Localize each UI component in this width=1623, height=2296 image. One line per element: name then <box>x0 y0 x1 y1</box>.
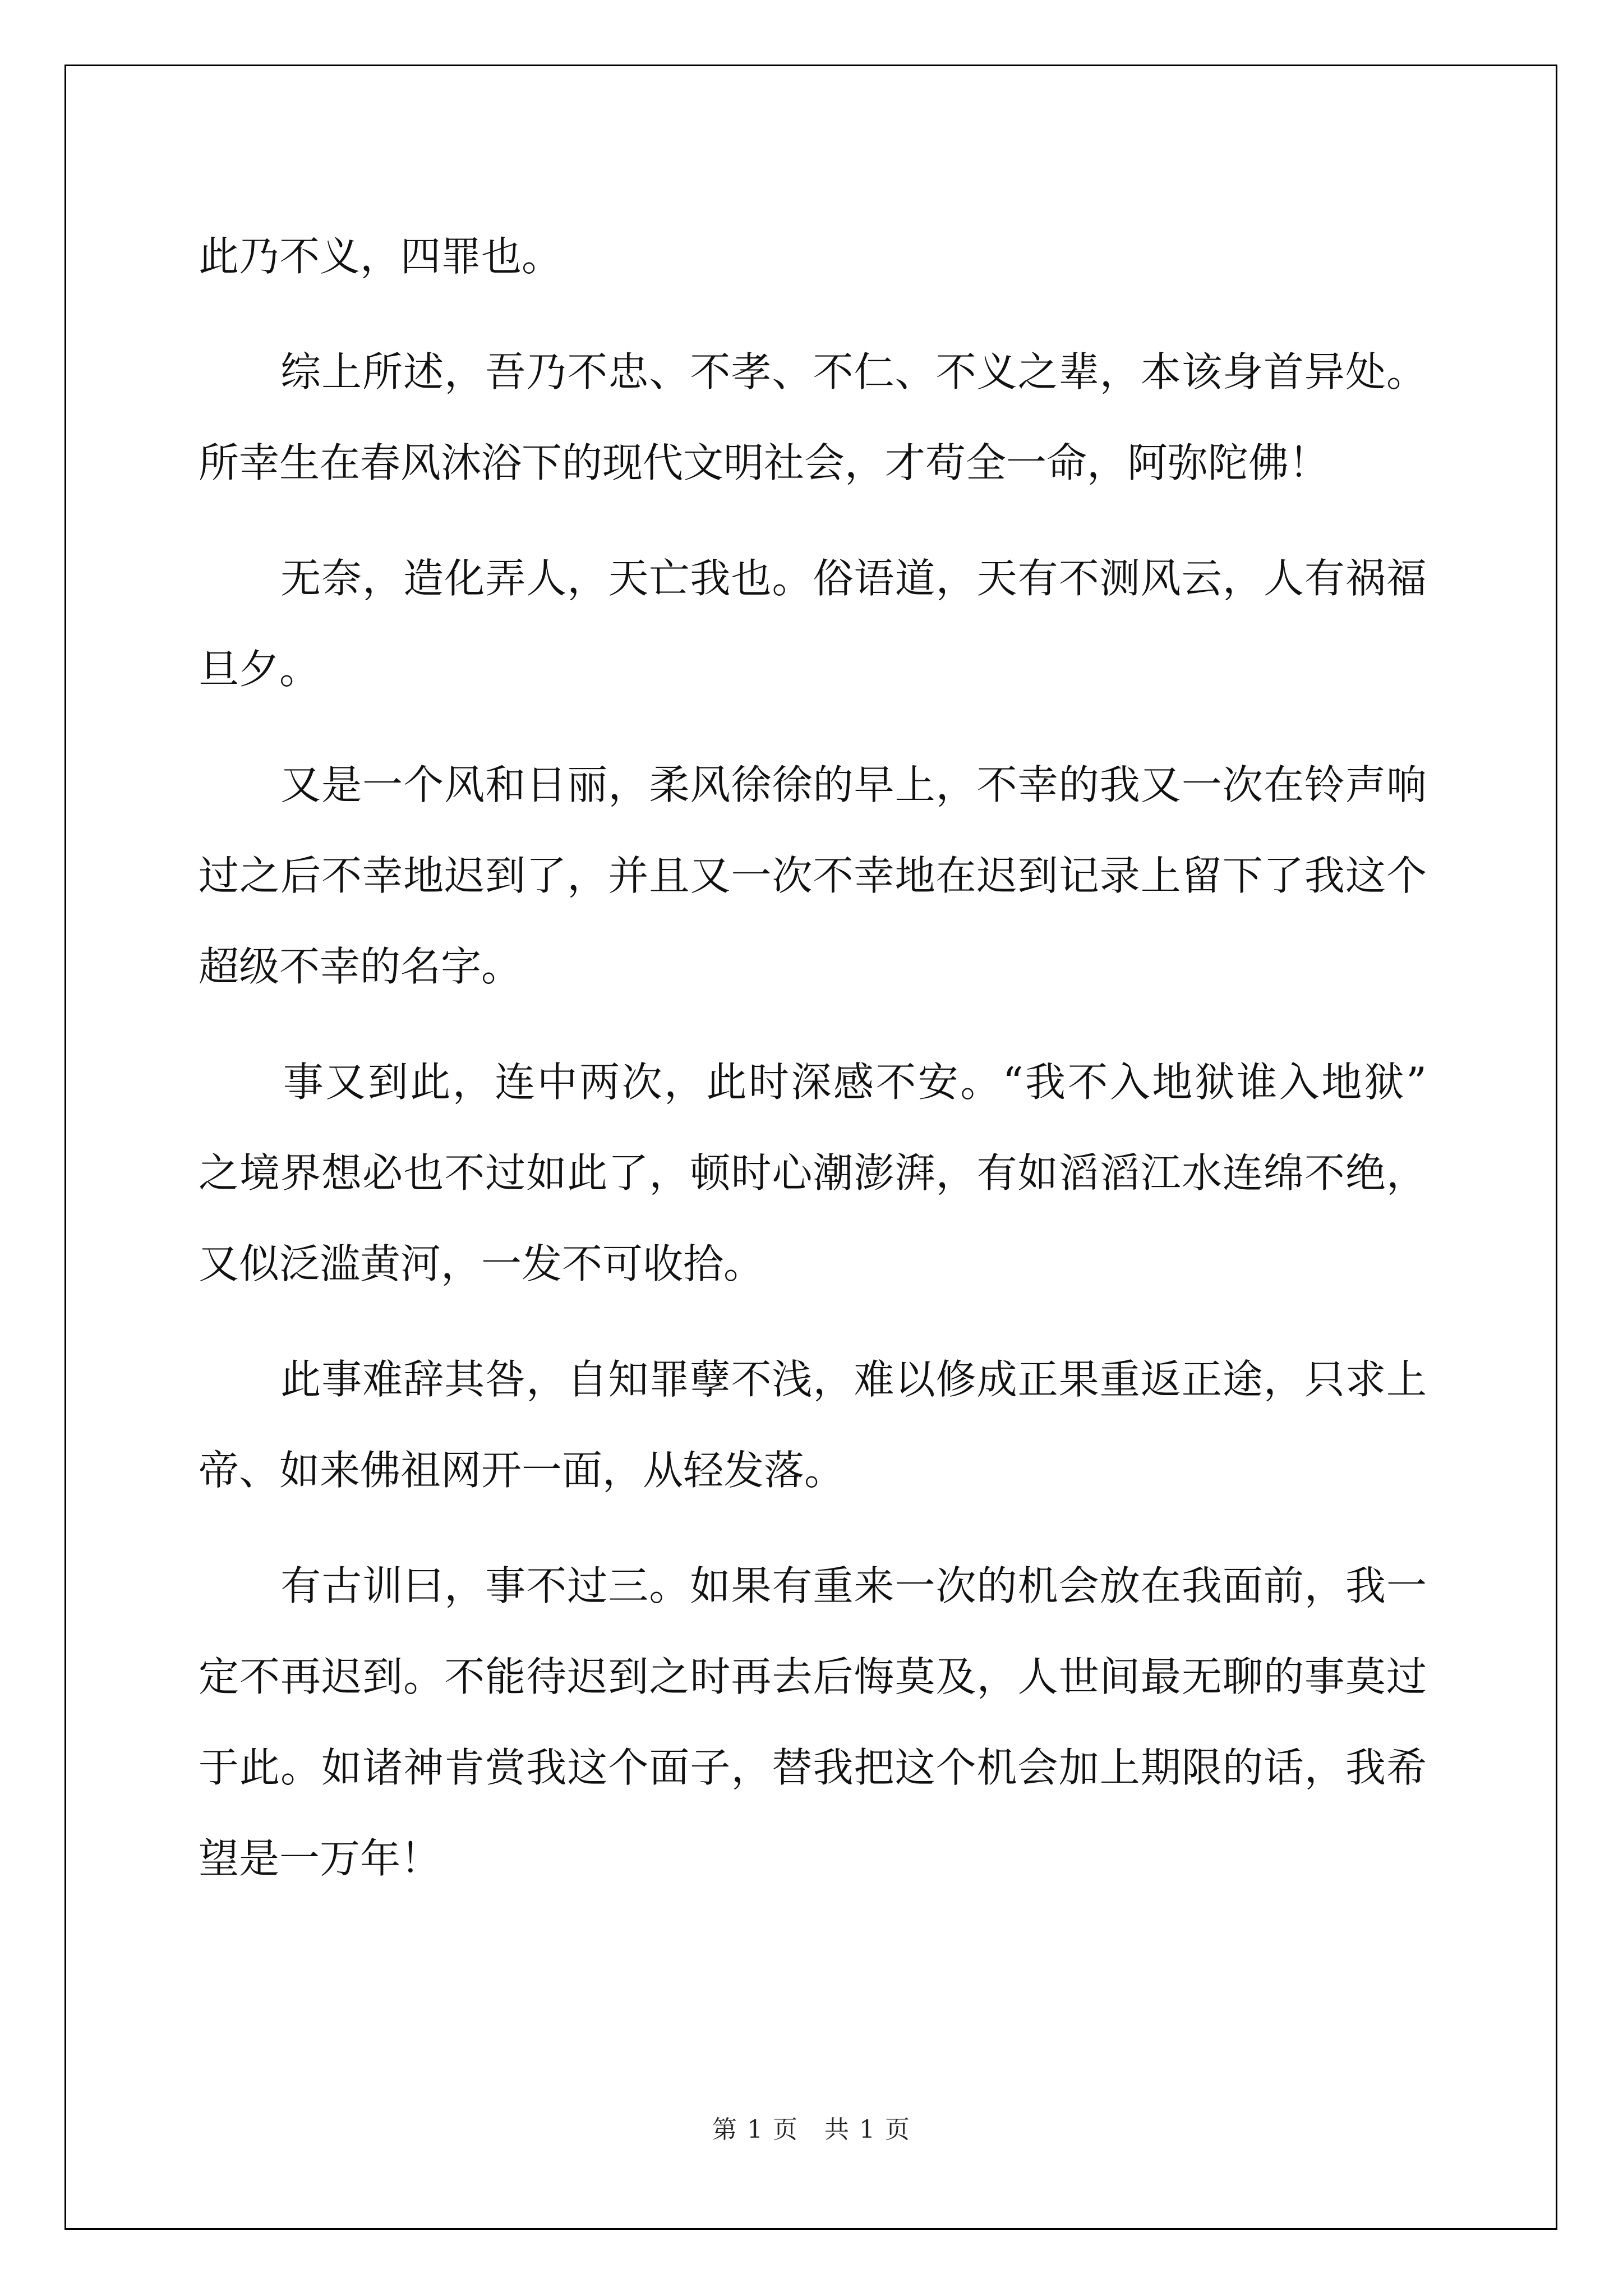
paragraph <box>199 1334 1427 1516</box>
paragraph <box>199 326 1427 508</box>
text-line: 望是一万年！ <box>199 1835 441 1882</box>
text-line: 帝、如来佛祖网开一面，从轻发落。 <box>199 1447 845 1494</box>
paragraph <box>199 533 1427 715</box>
paragraph <box>199 1540 1427 1904</box>
text-line: 事又到此，连中两次，此时深感不安。“我不入地狱谁入地狱” <box>199 1059 1427 1106</box>
paragraph <box>199 211 1427 302</box>
text-line: 所幸生在春风沐浴下的现代文明社会，才苟全一命，阿弥陀佛！ <box>199 439 1330 486</box>
text-line: 又是一个风和日丽，柔风徐徐的早上，不幸的我又一次在铃声响 <box>199 761 1427 808</box>
text-line: 之境界想必也不过如此了，顿时心潮澎湃，有如滔滔江水连绵不绝， <box>199 1149 1427 1197</box>
text-line: 过之后不幸地迟到了，并且又一次不幸地在迟到记录上留下了我这个 <box>199 852 1427 899</box>
text-line: 于此。如诸神肯赏我这个面子，替我把这个机会加上期限的话，我希 <box>199 1744 1427 1791</box>
text-line: 综上所述，吾乃不忠、不孝、不仁、不义之辈，本该身首异处。 <box>199 348 1427 395</box>
page-number-footer: 第 1 页 共 1 页 <box>712 2115 911 2144</box>
text-line: 无奈，造化弄人，天亡我也。俗语道，天有不测风云，人有祸福 <box>199 555 1427 602</box>
text-line: 旦夕。 <box>199 646 320 693</box>
document-body <box>199 211 1427 1904</box>
text-line: 超级不幸的名字。 <box>199 943 522 990</box>
text-line: 此乃不义，四罪也。 <box>199 233 562 280</box>
paragraph <box>199 739 1427 1012</box>
text-line: 又似泛滥黄河，一发不可收拾。 <box>199 1240 764 1287</box>
text-line: 此事难辞其咎，自知罪孽不浅，难以修成正果重返正途，只求上 <box>199 1356 1427 1403</box>
paragraph <box>199 1037 1427 1309</box>
text-line: 定不再迟到。不能待迟到之时再去后悔莫及，人世间最无聊的事莫过 <box>199 1653 1427 1700</box>
text-line: 有古训曰，事不过三。如果有重来一次的机会放在我面前，我一 <box>199 1562 1427 1609</box>
